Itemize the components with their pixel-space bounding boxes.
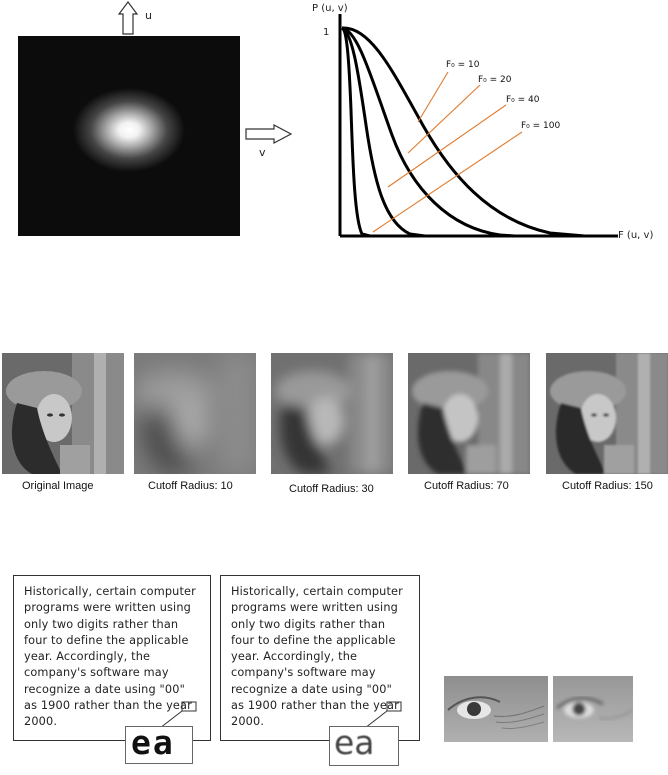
v-axis-label: v: [259, 146, 266, 159]
annotation-line-10: [418, 72, 448, 122]
caption-cutoff-70: Cutoff Radius: 70: [424, 480, 509, 492]
paragraph-right: Historically, certain computer programs were written using only two digits rather than four to define the applicable year. Accordingly, the company's software may recognize a date using "00" as 1900 rather than the year 2000.: [231, 585, 403, 729]
paragraph-left: Historically, certain computer programs were written using only two digits rather than four to define the applicable year. Accordingly, the company's software may recognize a date using "00" as 1900 rather than the year 2000.: [24, 585, 196, 729]
caption-cutoff-150: Cutoff Radius: 150: [562, 480, 653, 492]
caption-original: Original Image: [22, 480, 94, 492]
zoom-box-left: [125, 723, 193, 764]
zoom-box-right: [329, 723, 399, 766]
curve-label-f0-10: F₀ = 10: [446, 60, 480, 70]
caption-cutoff-30: Cutoff Radius: 30: [289, 483, 374, 495]
u-axis-label: u: [145, 9, 152, 22]
y-tick-label: 1: [323, 27, 330, 38]
cutoff-70-image: [408, 353, 530, 474]
curve-annotation-lines: [373, 72, 522, 232]
original-image: [2, 353, 124, 474]
antialiased-zoom-text: ea: [334, 723, 375, 762]
filter-response-plot: [300, 0, 620, 250]
curve-label-f0-20: F₀ = 20: [478, 75, 512, 85]
x-axis-label: F (u, v): [618, 230, 654, 241]
curve-label-f0-100: F₀ = 100: [521, 121, 561, 131]
y-axis-label: P (u, v): [312, 3, 348, 14]
aliased-zoom-text: ea: [131, 723, 175, 762]
eye-image-sharp: [444, 676, 548, 742]
cutoff-10-image: [134, 353, 256, 474]
v-arrow-icon: [244, 124, 294, 144]
cutoff-150-image: [546, 353, 668, 474]
caption-cutoff-10: Cutoff Radius: 10: [148, 480, 233, 492]
cutoff-30-image: [271, 353, 393, 474]
u-arrow-icon: [118, 0, 140, 36]
curve-label-f0-40: F₀ = 40: [506, 95, 540, 105]
gaussian-filter-image: [18, 36, 240, 236]
eye-image-smooth: [553, 676, 633, 742]
